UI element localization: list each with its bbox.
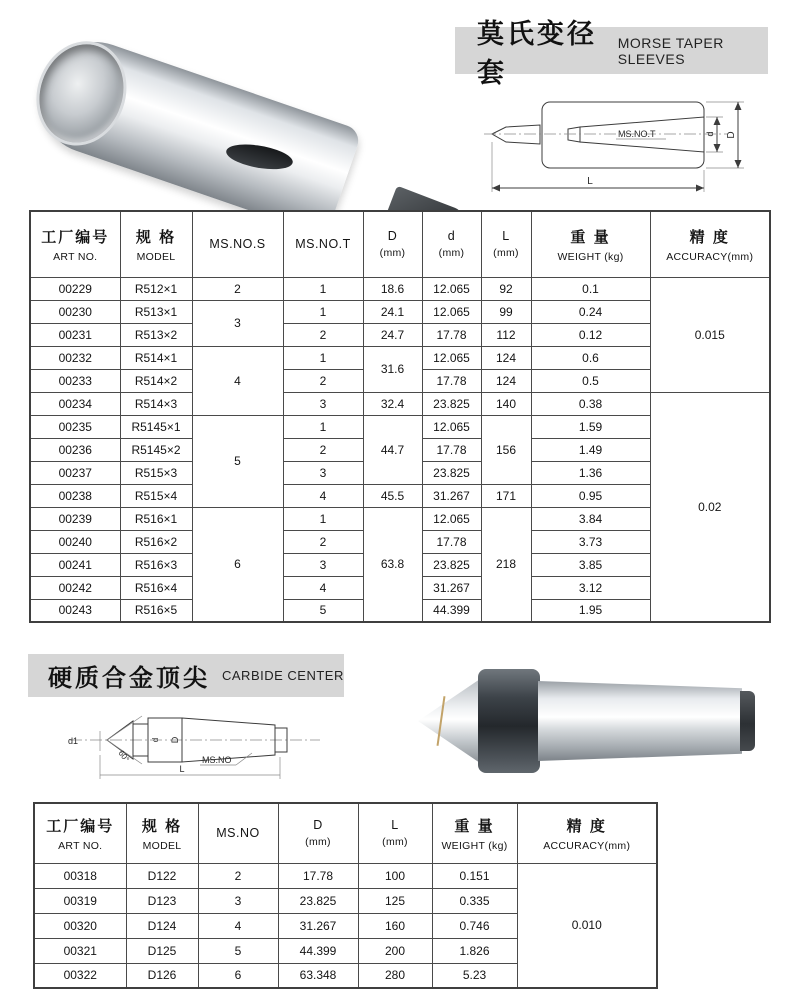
center-collar-band [478, 669, 540, 773]
cell: 4 [198, 913, 278, 938]
cell: 31.267 [422, 484, 481, 507]
morse-taper-sleeve-photo [15, 12, 415, 197]
cell: 1.95 [531, 599, 650, 622]
cell: 0.746 [432, 913, 517, 938]
dim-label-d1: d1 [67, 736, 78, 746]
column-header-model: 规 格 MODEL [126, 803, 198, 863]
dim-label-D: D [170, 736, 180, 744]
morse-taper-sleeves-table [29, 210, 771, 623]
cell: 23.825 [422, 392, 481, 415]
cell: 12.065 [422, 277, 481, 300]
cell: 3.12 [531, 576, 650, 599]
column-header-art-no: 工厂编号 ART NO. [30, 211, 120, 277]
cell: 4 [283, 576, 363, 599]
cell: 92 [481, 277, 531, 300]
sleeve-technical-drawing [480, 84, 780, 202]
cell: 1 [283, 415, 363, 438]
column-header-l: L (mm) [358, 803, 432, 863]
cell: 00241 [30, 553, 120, 576]
center-cone-tip [418, 679, 480, 763]
cell: 00232 [30, 346, 120, 369]
cell: 4 [283, 484, 363, 507]
section-title-zh: 硬质合金顶尖 [48, 665, 210, 692]
cell: 18.6 [363, 277, 422, 300]
column-header-d-major: D (mm) [278, 803, 358, 863]
cell: 23.825 [422, 461, 481, 484]
cell: 44.7 [363, 415, 422, 484]
cell: 00238 [30, 484, 120, 507]
header-row [34, 803, 657, 863]
sleeve-drawing-svg [480, 84, 780, 202]
sleeve-body [23, 27, 362, 237]
cell: 12.065 [422, 507, 481, 530]
drawing-part-label: MS.NO [202, 755, 232, 765]
cell: 23.825 [278, 888, 358, 913]
sleeve-bore [23, 29, 141, 158]
column-header-d-major: D (mm) [363, 211, 422, 277]
cell: R516×1 [120, 507, 192, 530]
cell: 5 [192, 415, 283, 507]
cell: 280 [358, 963, 432, 988]
cell: 0.1 [531, 277, 650, 300]
cell: 2 [283, 323, 363, 346]
column-header-accuracy: 精 度 ACCURACY(mm) [517, 803, 657, 863]
carbide-center-drawing-svg [30, 695, 330, 787]
cell: 24.1 [363, 300, 422, 323]
cell: 3.85 [531, 553, 650, 576]
cell: 112 [481, 323, 531, 346]
cell: 6 [192, 507, 283, 622]
table-row [30, 277, 770, 300]
cell: 2 [283, 530, 363, 553]
cell: 00319 [34, 888, 126, 913]
section-title-morse-taper-sleeves [455, 18, 768, 88]
cell: 0.151 [432, 863, 517, 888]
cell: 2 [192, 277, 283, 300]
cell: D124 [126, 913, 198, 938]
cell: 12.065 [422, 415, 481, 438]
cell: 140 [481, 392, 531, 415]
sleeve-slot [217, 139, 302, 174]
cell: 31.6 [363, 346, 422, 392]
cell: 1.49 [531, 438, 650, 461]
cell: 2 [283, 438, 363, 461]
column-header-model: 规 格 MODEL [120, 211, 192, 277]
table-row [30, 392, 770, 415]
cell: 125 [358, 888, 432, 913]
cell: 00229 [30, 277, 120, 300]
cell: 3 [283, 461, 363, 484]
cell: D122 [126, 863, 198, 888]
cell: 17.78 [422, 323, 481, 346]
section-title-en: CARBIDE CENTER [222, 668, 344, 683]
cell: 0.95 [531, 484, 650, 507]
cell: 1 [283, 507, 363, 530]
cell: 00242 [30, 576, 120, 599]
cell: 00234 [30, 392, 120, 415]
cell: R513×1 [120, 300, 192, 323]
cell: 3 [198, 888, 278, 913]
cell: R516×4 [120, 576, 192, 599]
cell: 00233 [30, 369, 120, 392]
carbide-center-table [33, 802, 658, 989]
cell: 124 [481, 346, 531, 369]
cell: R515×3 [120, 461, 192, 484]
cell: 3 [283, 553, 363, 576]
column-header-ms-no-t: MS.NO.T [283, 211, 363, 277]
column-header-d-minor: d (mm) [422, 211, 481, 277]
arbor-outline [492, 125, 540, 144]
section-title-carbide-center [28, 654, 344, 697]
leader-line [236, 753, 252, 765]
cell: R515×4 [120, 484, 192, 507]
cell: 1.59 [531, 415, 650, 438]
section-title-zh: 莫氏变径套 [477, 18, 597, 88]
angle-label: 60° [116, 748, 131, 764]
sleeve-section-tang-slot [568, 127, 580, 142]
cell: 12.065 [422, 346, 481, 369]
cell: 1 [283, 346, 363, 369]
cell: 0.38 [531, 392, 650, 415]
cell: R516×2 [120, 530, 192, 553]
cell: 0.6 [531, 346, 650, 369]
cell: 2 [283, 369, 363, 392]
cell: 3 [192, 300, 283, 346]
cell: 17.78 [422, 438, 481, 461]
cell: 0.24 [531, 300, 650, 323]
cell: 44.399 [422, 599, 481, 622]
cell: 5 [283, 599, 363, 622]
column-header-weight: 重 量 WEIGHT (kg) [531, 211, 650, 277]
cell: 1 [283, 277, 363, 300]
cell: 5.23 [432, 963, 517, 988]
column-header-ms-no-s: MS.NO.S [192, 211, 283, 277]
cell: R516×3 [120, 553, 192, 576]
cell: 6 [198, 963, 278, 988]
cell: 1.826 [432, 938, 517, 963]
cell: R5145×2 [120, 438, 192, 461]
cell: R516×5 [120, 599, 192, 622]
dim-label-D: D [726, 131, 737, 139]
cell: 0.015 [650, 277, 770, 392]
cell: 12.065 [422, 300, 481, 323]
cell: 63.8 [363, 507, 422, 622]
cell: 2 [198, 863, 278, 888]
center-end-cap [740, 691, 755, 751]
cell: 17.78 [422, 530, 481, 553]
section-title-en: MORSE TAPER SLEEVES [617, 34, 724, 67]
cell: 31.267 [422, 576, 481, 599]
cell: 100 [358, 863, 432, 888]
carbide-center-technical-drawing [30, 695, 330, 787]
cell: R512×1 [120, 277, 192, 300]
cell: 00230 [30, 300, 120, 323]
cell: 4 [192, 346, 283, 415]
cell: 171 [481, 484, 531, 507]
cell: 124 [481, 369, 531, 392]
cell: 00322 [34, 963, 126, 988]
cell: 44.399 [278, 938, 358, 963]
cell: 200 [358, 938, 432, 963]
column-header-weight: 重 量 WEIGHT (kg) [432, 803, 517, 863]
cell: 32.4 [363, 392, 422, 415]
column-header-ms-no: MS.NO [198, 803, 278, 863]
cell: 00318 [34, 863, 126, 888]
cell: 0.335 [432, 888, 517, 913]
cell: 218 [481, 507, 531, 622]
cell: 3.84 [531, 507, 650, 530]
cell: D126 [126, 963, 198, 988]
cell: 63.348 [278, 963, 358, 988]
cell: 00239 [30, 507, 120, 530]
dim-label-d: d [151, 737, 160, 743]
column-header-l: L (mm) [481, 211, 531, 277]
cell: 160 [358, 913, 432, 938]
cell: 45.5 [363, 484, 422, 507]
cell: 1.36 [531, 461, 650, 484]
cell: 0.010 [517, 863, 657, 988]
cell: 17.78 [422, 369, 481, 392]
cell: R514×3 [120, 392, 192, 415]
column-header-accuracy: 精 度 ACCURACY(mm) [650, 211, 770, 277]
cell: R513×2 [120, 323, 192, 346]
dim-label-L: L [587, 176, 593, 187]
cell: R514×1 [120, 346, 192, 369]
cell: R5145×1 [120, 415, 192, 438]
drawing-part-label: MS.NO.T [618, 129, 656, 139]
cell: 00321 [34, 938, 126, 963]
table-row [34, 863, 657, 888]
cell: 3 [283, 392, 363, 415]
carbide-center-photo [388, 660, 788, 782]
cell: 1 [283, 300, 363, 323]
dim-label-d: d [705, 131, 715, 137]
cell: 00240 [30, 530, 120, 553]
center-shank [538, 681, 742, 761]
cell: 99 [481, 300, 531, 323]
cell: 00237 [30, 461, 120, 484]
cell: R514×2 [120, 369, 192, 392]
angle-guide [107, 716, 142, 740]
cell: 00320 [34, 913, 126, 938]
cell: 5 [198, 938, 278, 963]
header-row [30, 211, 770, 277]
cell: 24.7 [363, 323, 422, 346]
cell: 0.12 [531, 323, 650, 346]
cell: 23.825 [422, 553, 481, 576]
cell: 00243 [30, 599, 120, 622]
cell: D123 [126, 888, 198, 913]
cell: 17.78 [278, 863, 358, 888]
cell: 00236 [30, 438, 120, 461]
cell: 0.02 [650, 392, 770, 622]
cell: 3.73 [531, 530, 650, 553]
cell: 156 [481, 415, 531, 484]
cell: D125 [126, 938, 198, 963]
cell: 00235 [30, 415, 120, 438]
cell: 31.267 [278, 913, 358, 938]
column-header-art-no: 工厂编号 ART NO. [34, 803, 126, 863]
dim-label-L: L [179, 764, 185, 774]
cell: 0.5 [531, 369, 650, 392]
cell: 00231 [30, 323, 120, 346]
